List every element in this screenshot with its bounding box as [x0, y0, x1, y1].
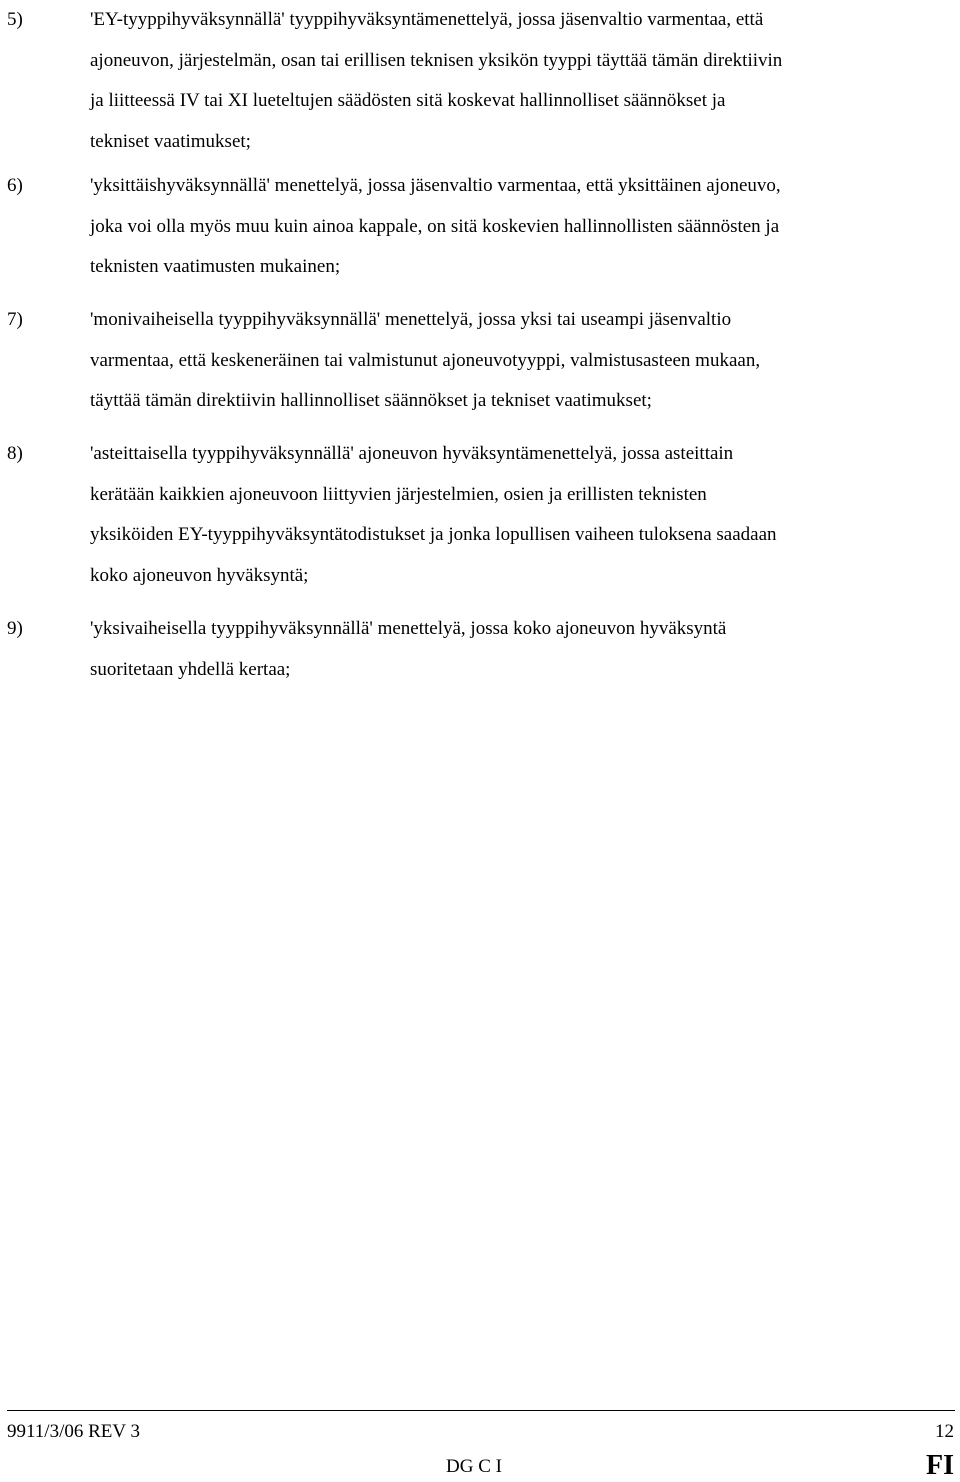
item-text: [90, 0, 950, 162]
item-number: 8): [7, 443, 23, 464]
text-line: teknisten vaatimusten mukainen;: [90, 256, 341, 277]
text-line: ajoneuvon, järjestelmän, osan tai erillisen teknisen yksikön tyyppi täyttää tämän direktiivin: [90, 49, 783, 71]
item-number: 7): [7, 309, 23, 330]
directorate-label: DG C I: [446, 1456, 502, 1477]
document-reference: 9911/3/06 REV 3: [7, 1421, 141, 1442]
text-line: 'yksivaiheisella tyyppihyväksynnällä' menettelyä, jossa koko ajoneuvon hyväksyntä: [90, 618, 727, 639]
text-line: tekniset vaatimukset;: [90, 130, 251, 152]
text-line: 'monivaiheisella tyyppihyväksynnällä' menettelyä, jossa yksi tai useampi jäsenvaltio: [90, 309, 732, 330]
text-line: täyttää tämän direktiivin hallinnolliset säännökset ja tekniset vaatimukset;: [90, 390, 652, 411]
text-line: varmentaa, että keskeneräinen tai valmistunut ajoneuvotyyppi, valmistusasteen mukaan,: [90, 349, 761, 371]
item-text: [90, 300, 950, 422]
text-line: joka voi olla myös muu kuin ainoa kappale, on sitä koskevien hallinnollisten säännösten ja: [90, 215, 780, 237]
text-line: ja liitteessä IV tai XI lueteltujen säädösten sitä koskevat hallinnolliset säännökset ja: [90, 90, 726, 111]
text-line: kerätään kaikkien ajoneuvoon liittyvien järjestelmien, osien ja erillisten teknisten: [90, 483, 707, 505]
item-number: 5): [7, 9, 23, 30]
page-number: 12: [935, 1421, 954, 1442]
item-text: [90, 434, 950, 596]
text-line: koko ajoneuvon hyväksyntä;: [90, 564, 309, 586]
text-line: 'asteittaisella tyyppihyväksynnällä' ajoneuvon hyväksyntämenettelyä, jossa asteittain: [90, 443, 734, 464]
item-number: 6): [7, 175, 23, 196]
footer-divider: [7, 1410, 955, 1411]
text-line: yksiköiden EY-tyyppihyväksyntätodistukset ja jonka lopullisen vaiheen tuloksena saadaan: [90, 524, 777, 545]
text-line: 'yksittäishyväksynnällä' menettelyä, jossa jäsenvaltio varmentaa, että yksittäinen ajoneuvo,: [90, 175, 781, 196]
item-text: [90, 609, 950, 690]
language-code: FI: [926, 1450, 954, 1481]
text-line: suoritetaan yhdellä kertaa;: [90, 658, 291, 680]
item-number: 9): [7, 618, 23, 639]
text-line: 'EY-tyyppihyväksynnällä' tyyppihyväksyntämenettelyä, jossa jäsenvaltio varmentaa, että: [90, 9, 764, 30]
item-text: [90, 166, 950, 288]
